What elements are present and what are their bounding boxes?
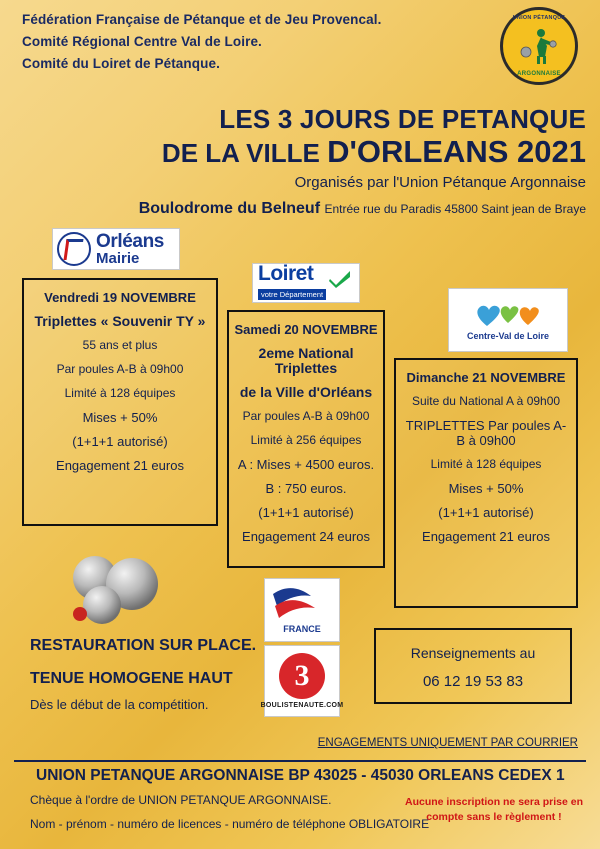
samedi-line-5: A : Mises + 4500 euros. — [237, 457, 375, 472]
vendredi-line-3: Par poules A-B à 09h00 — [56, 362, 184, 376]
vendredi-line-5: Mises + 50% — [82, 410, 158, 425]
event-title-city-prefix: DE LA VILLE — [161, 138, 320, 168]
cheque-instruction: Chèque à l'ordre de UNION PETANQUE ARGONNAISE. — [30, 793, 332, 807]
required-details: Nom - prénom - numéro de licences - numéro de téléphone OBLIGATOIRE — [30, 817, 430, 831]
vendredi-title — [24, 290, 216, 305]
orleans-logo-line-1: Orléans — [96, 231, 164, 252]
event-title-city: D'ORLEANS 2021 — [327, 134, 586, 169]
restauration-line: RESTAURATION SUR PLACE. — [30, 637, 257, 654]
samedi-line-7: (1+1+1 autorisé) — [258, 505, 354, 520]
dimanche-date: 21 NOVEMBRE — [472, 370, 566, 385]
day-panel-samedi — [227, 310, 385, 568]
payment-warning: Aucune inscription ne sera prise en compte sans le règlement ! — [405, 796, 583, 823]
dimanche-line-2: TRIPLETTES Par poules A-B à 09h00 — [405, 418, 567, 448]
vendredi-line-7: Engagement 21 euros — [56, 458, 184, 473]
samedi-line-3: Par poules A-B à 09h00 — [242, 409, 370, 423]
cvdl-label: Centre-Val de Loire — [466, 331, 550, 341]
federation-header — [22, 9, 381, 75]
samedi-line-2: de la Ville d'Orléans — [239, 384, 373, 400]
orleans-logo-line-2: Mairie — [96, 250, 140, 267]
vendredi-date: 19 NOVEMBRE — [102, 290, 196, 305]
samedi-date: 20 NOVEMBRE — [284, 322, 378, 337]
france-tricolore-icon — [267, 582, 337, 638]
boulistenaute-label: BOULISTENAUTE.COM — [260, 702, 344, 709]
header-line-1: Fédération Française de Pétanque et de Jeu Provencal. — [22, 12, 382, 27]
petanque-player-icon — [517, 26, 561, 66]
union-petanque-argonnaise-logo — [500, 7, 578, 85]
dimanche-line-6: Engagement 21 euros — [422, 529, 550, 544]
orleans-mairie-logo — [52, 228, 180, 270]
header-line-3: Comité du Loiret de Pétanque. — [22, 56, 220, 71]
debut-competition-line: Dès le début de la compétition. — [30, 697, 209, 712]
svg-text:FRANCE: FRANCE — [283, 624, 321, 634]
boulistenaute-mark: 3 — [279, 653, 325, 699]
dimanche-day: Dimanche — [406, 370, 469, 385]
engagements-note: ENGAGEMENTS UNIQUEMENT PAR COURRIER — [317, 737, 578, 749]
samedi-title — [229, 322, 383, 337]
loiret-logo-name: Loiret — [258, 262, 314, 285]
contact-info-box — [374, 628, 572, 704]
contact-label: Renseignements au — [410, 645, 536, 661]
hearts-icon — [473, 299, 543, 329]
contact-phone[interactable]: 06 12 19 53 83 — [422, 673, 524, 690]
dimanche-title — [396, 370, 576, 385]
vendredi-line-2: 55 ans et plus — [82, 338, 158, 352]
vendredi-line-6: (1+1+1 autorisé) — [72, 434, 168, 449]
samedi-line-1: 2eme National Triplettes — [258, 345, 354, 376]
club-postal-address: UNION PETANQUE ARGONNAISE BP 43025 - 45030 ORLEANS CEDEX 1 — [36, 767, 565, 784]
header-line-2: Comité Régional Centre Val de Loire. — [22, 34, 262, 49]
venue-name: Boulodrome du Belneuf — [138, 200, 321, 217]
dimanche-line-4: Mises + 50% — [448, 481, 524, 496]
logo-ring-top-text: UNION PÉTANQUE — [512, 15, 566, 21]
vendredi-day: Vendredi — [44, 290, 100, 305]
loiret-check-icon — [329, 270, 351, 288]
orleans-emblem-icon — [57, 232, 91, 266]
day-panel-dimanche — [394, 358, 578, 608]
vendredi-line-1: Triplettes « Souvenir TY » — [34, 313, 206, 329]
dimanche-line-1: Suite du National A à 09h00 — [411, 394, 561, 408]
petanque-boules-illustration — [62, 548, 182, 628]
logo-ring-bottom-text: ARGONNAISE — [517, 71, 561, 77]
samedi-day: Samedi — [234, 322, 281, 337]
event-title-line-1: LES 3 JOURS DE PETANQUE — [219, 104, 586, 134]
venue-address: Entrée rue du Paradis 45800 Saint jean de Braye — [324, 202, 586, 216]
vendredi-line-4: Limité à 128 équipes — [64, 386, 176, 400]
dimanche-line-5: (1+1+1 autorisé) — [438, 505, 534, 520]
ffpjp-france-logo — [264, 578, 340, 642]
centre-val-de-loire-logo — [448, 288, 568, 352]
boulistenaute-logo — [260, 645, 344, 717]
samedi-line-4: Limité à 256 équipes — [250, 433, 362, 447]
event-title-line-2 — [0, 134, 586, 170]
dimanche-line-3: Limité à 128 équipes — [430, 457, 542, 471]
day-panel-vendredi — [22, 278, 218, 526]
loiret-departement-logo — [252, 263, 360, 303]
loiret-logo-sub: votre Département — [258, 289, 326, 300]
samedi-line-8: Engagement 24 euros — [242, 529, 370, 544]
venue-block — [139, 200, 586, 218]
footer-divider — [14, 760, 586, 762]
tenue-line: TENUE HOMOGENE HAUT — [30, 670, 233, 687]
samedi-line-6: B : 750 euros. — [265, 481, 347, 496]
organiser-line: Organisés par l'Union Pétanque Argonnaise — [294, 174, 586, 191]
